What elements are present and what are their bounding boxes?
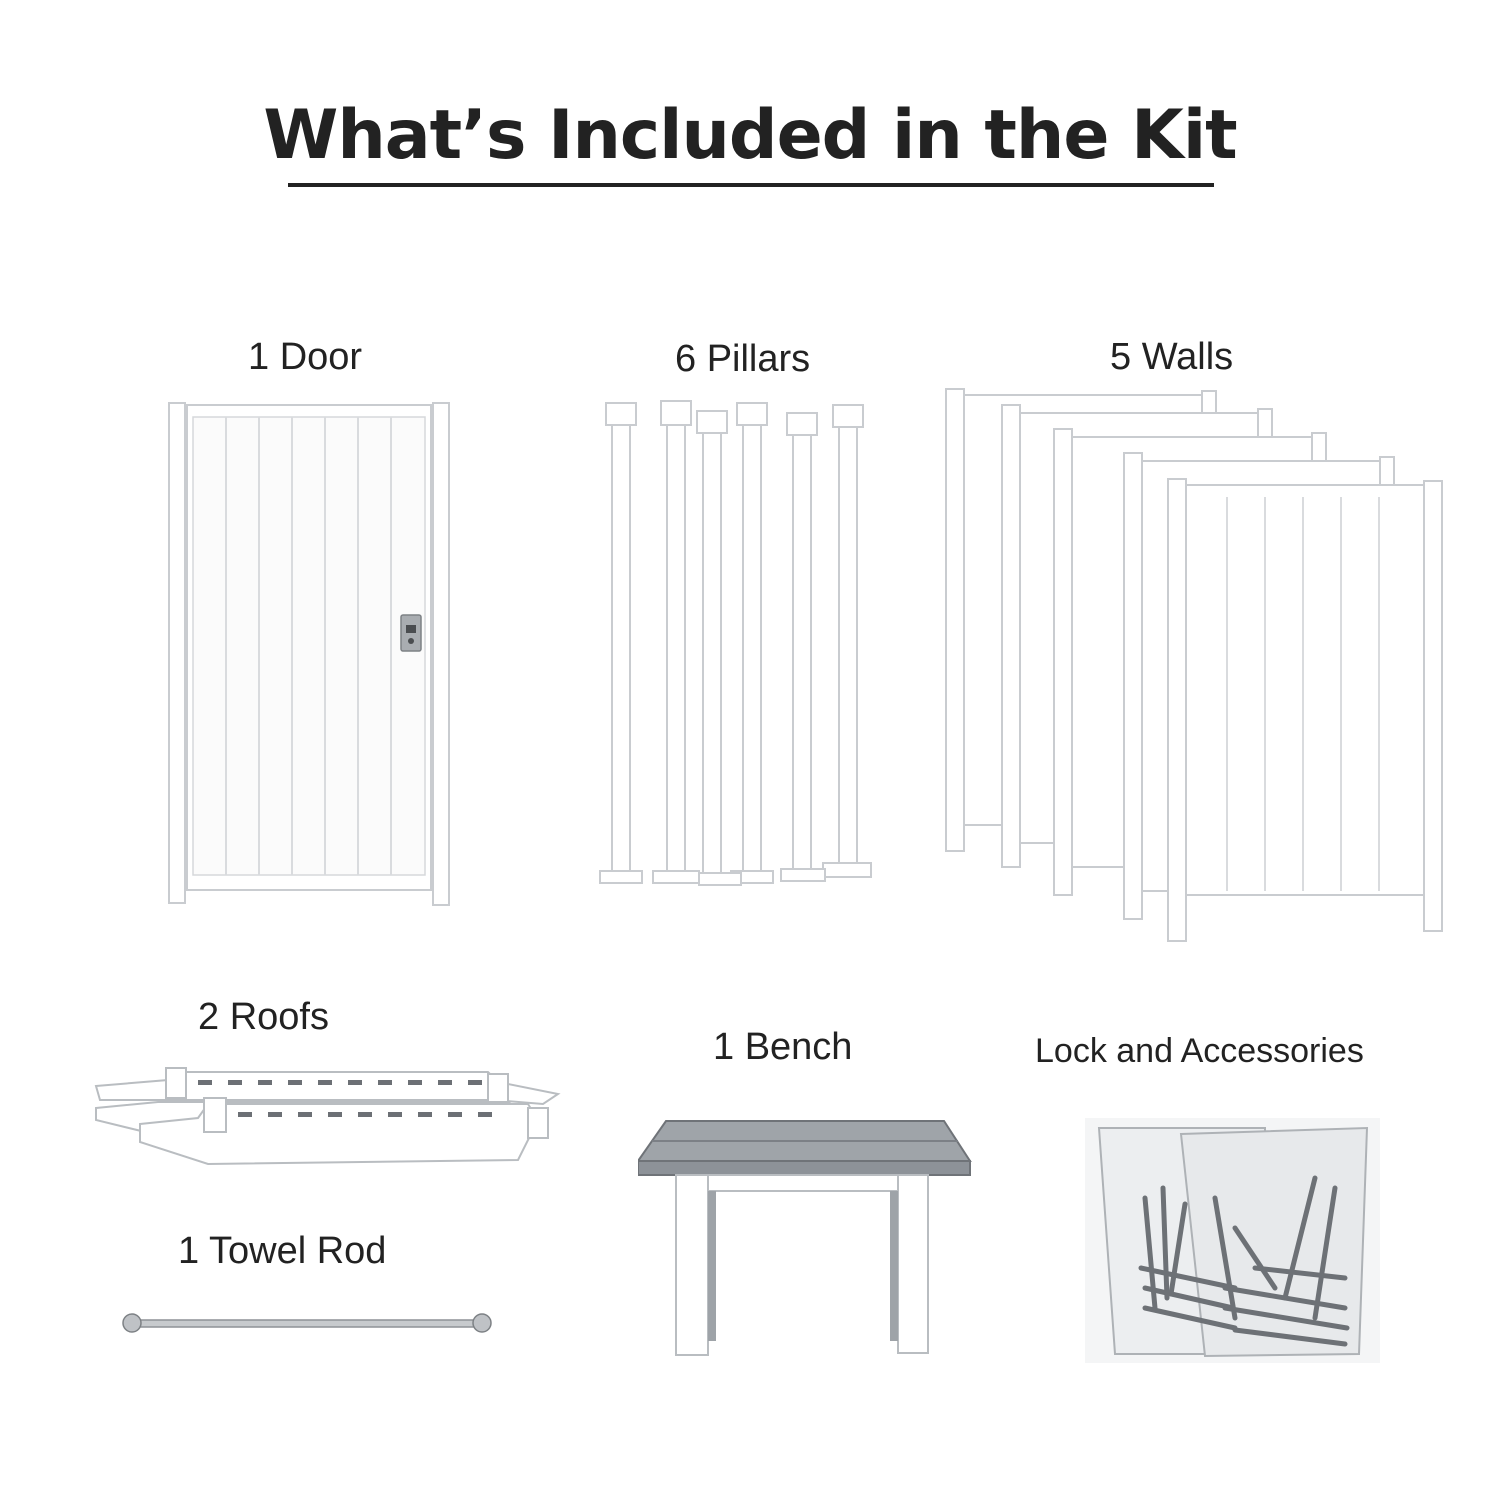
walls-label: 5 Walls [1110,336,1234,378]
bench-label: 1 Bench [713,1026,853,1068]
roofs-label: 2 Roofs [198,996,329,1038]
roofs-image [88,1060,578,1170]
page-title: What’s Included in the Kit [263,96,1237,175]
accessories-image [1085,1118,1380,1363]
door-image [165,395,455,910]
title-underline [288,183,1214,187]
towel-rod-label: 1 Towel Rod [178,1230,387,1272]
towel-rod-image [118,1308,498,1340]
pillars-label: 6 Pillars [675,338,811,380]
walls-image [940,385,1450,945]
door-label: 1 Door [248,336,363,378]
lock-icon [401,615,421,651]
bench-image [638,1115,973,1360]
accessories-label: Lock and Accessories [1035,1032,1364,1070]
pillars-image [595,395,885,890]
